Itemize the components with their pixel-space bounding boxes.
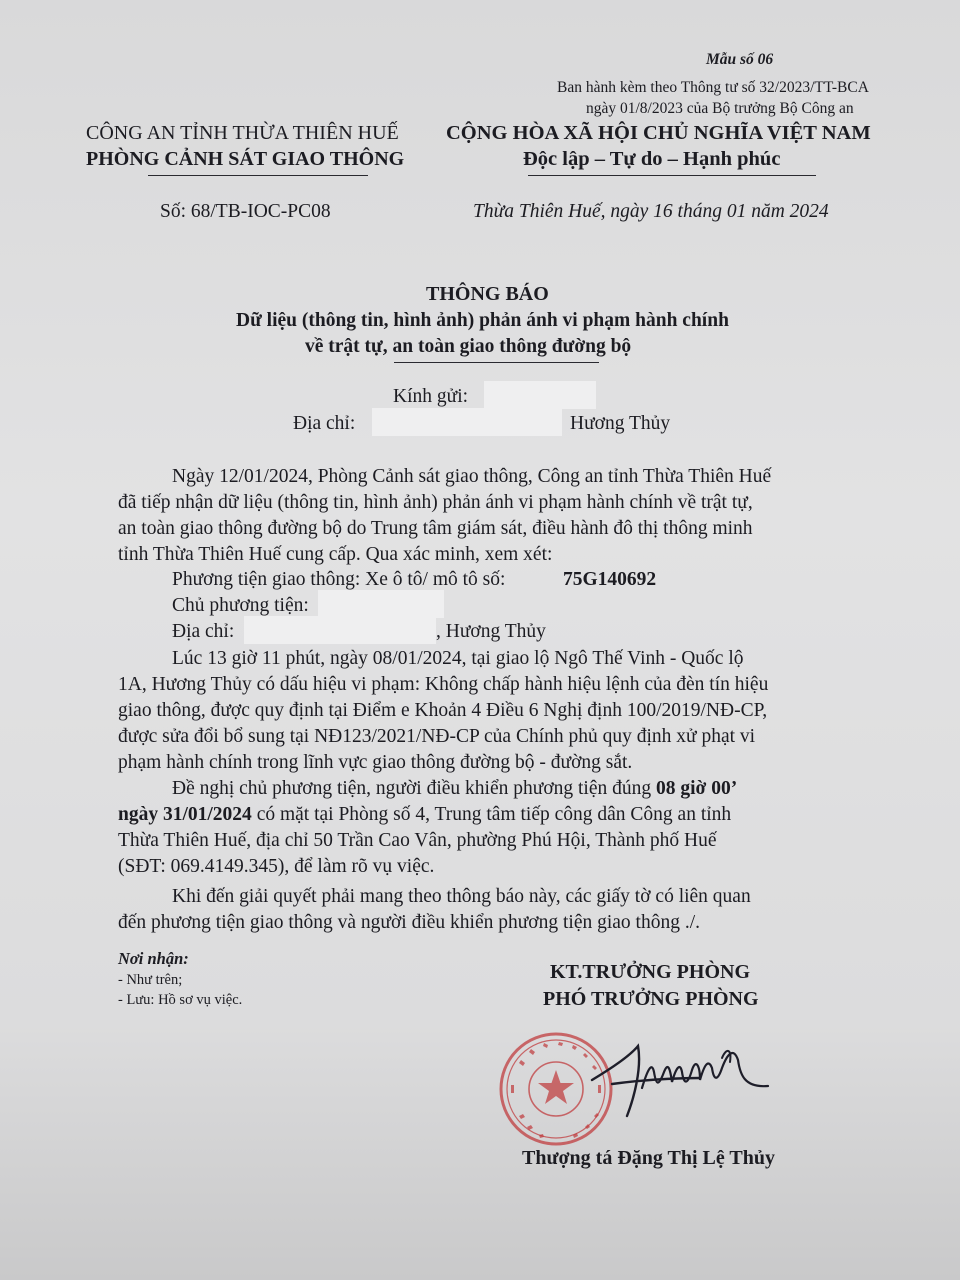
- document-subtitle-2: về trật tự, an toàn giao thông đường bộ: [305, 336, 632, 357]
- body-line: đã tiếp nhận dữ liệu (thông tin, hình ảnh) phản ánh vi phạm hành chính về trật tự,: [118, 492, 753, 513]
- recipients-item: - Lưu: Hồ sơ vụ việc.: [118, 992, 243, 1008]
- body-line: Lúc 13 giờ 11 phút, ngày 08/01/2024, tại giao lộ Ngô Thế Vinh - Quốc lộ: [172, 648, 744, 669]
- owner-address-tail: , Hương Thủy: [436, 621, 546, 642]
- agency-name: CÔNG AN TỈNH THỪA THIÊN HUẾ: [86, 122, 399, 144]
- owner-label: Chủ phương tiện:: [172, 595, 309, 616]
- body-line: Ngày 12/01/2024, Phòng Cảnh sát giao thông, Công an tỉnh Thừa Thiên Huế: [172, 466, 772, 487]
- appointment-date: ngày 31/01/2024: [118, 804, 252, 825]
- signature-authority: KT.TRƯỞNG PHÒNG: [550, 961, 750, 983]
- body-line: đến phương tiện giao thông và người điều khiển phương tiện giao thông ./.: [118, 912, 701, 933]
- department-name: PHÒNG CẢNH SÁT GIAO THÔNG: [86, 148, 405, 170]
- vehicle-label: Phương tiện giao thông: Xe ô tô/ mô tô số:: [172, 569, 506, 590]
- redacted-owner-name: [318, 590, 444, 618]
- body-line: (SĐT: 069.4149.345), để làm rõ vụ việc.: [118, 856, 435, 877]
- recipients-heading: Nơi nhận:: [118, 949, 189, 968]
- nation-motto: Độc lập – Tự do – Hạnh phúc: [523, 148, 781, 170]
- body-line: Khi đến giải quyết phải mang theo thông báo này, các giấy tờ có liên quan: [172, 886, 751, 907]
- body-line: giao thông, được quy định tại Điểm e Khoản 4 Điều 6 Nghị định 100/2019/NĐ-CP,: [118, 700, 768, 721]
- recipients-item: - Như trên;: [118, 972, 183, 988]
- form-issued-line-1: Ban hành kèm theo Thông tư số 32/2023/TT-BCA: [557, 79, 869, 96]
- body-line: an toàn giao thông đường bộ do Trung tâm giám sát, điều hành đô thị thông minh: [118, 518, 753, 539]
- title-underline: [394, 362, 599, 363]
- recipient-address-label: Địa chỉ:: [293, 413, 356, 434]
- body-line: 1A, Hương Thủy có dấu hiệu vi phạm: Không chấp hành hiệu lệnh của đèn tín hiệu: [118, 674, 769, 695]
- body-text: có mặt tại Phòng số 4, Trung tâm tiếp công dân Công an tỉnh: [256, 804, 732, 825]
- place-date: Thừa Thiên Huế, ngày 16 tháng 01 năm 2024: [473, 201, 829, 222]
- signer-name: Thượng tá Đặng Thị Lệ Thủy: [522, 1147, 775, 1169]
- body-line: tỉnh Thừa Thiên Huế cung cấp. Qua xác minh, xem xét:: [118, 544, 553, 565]
- body-line: [172, 777, 737, 801]
- form-number: Mẫu số 06: [706, 51, 774, 68]
- body-line: [118, 803, 731, 827]
- form-issued-line-2: ngày 01/8/2023 của Bộ trưởng Bộ Công an: [586, 100, 854, 117]
- redacted-recipient-address: [372, 408, 562, 436]
- document-number: Số: 68/TB-IOC-PC08: [160, 201, 331, 222]
- department-underline: [148, 175, 368, 176]
- handwritten-signature: [572, 1028, 792, 1120]
- recipient-address-tail: Hương Thủy: [570, 413, 671, 434]
- nation-name: CỘNG HÒA XÃ HỘI CHỦ NGHĨA VIỆT NAM: [446, 122, 871, 144]
- vehicle-plate: 75G140692: [563, 569, 657, 590]
- document-title: THÔNG BÁO: [426, 283, 549, 305]
- appointment-time: 08 giờ 00’: [656, 778, 738, 799]
- motto-underline: [528, 175, 816, 176]
- signature-title: PHÓ TRƯỞNG PHÒNG: [543, 988, 759, 1010]
- recipient-label: Kính gửi:: [393, 386, 469, 407]
- redacted-owner-address: [244, 616, 436, 644]
- body-line: được sửa đổi bổ sung tại NĐ123/2021/NĐ-CP của Chính phủ quy định xử phạt vi: [118, 726, 756, 747]
- body-line: phạm hành chính trong lĩnh vực giao thông đường bộ - đường sắt.: [118, 752, 633, 773]
- owner-address-label: Địa chỉ:: [172, 621, 235, 642]
- document-subtitle-1: Dữ liệu (thông tin, hình ảnh) phản ánh vi phạm hành chính: [236, 310, 729, 331]
- body-line: Thừa Thiên Huế, địa chỉ 50 Trần Cao Vân, phường Phú Hội, Thành phố Huế: [118, 830, 717, 851]
- body-text: Đề nghị chủ phương tiện, người điều khiển phương tiện đúng: [172, 778, 652, 799]
- redacted-recipient-name: [484, 381, 596, 409]
